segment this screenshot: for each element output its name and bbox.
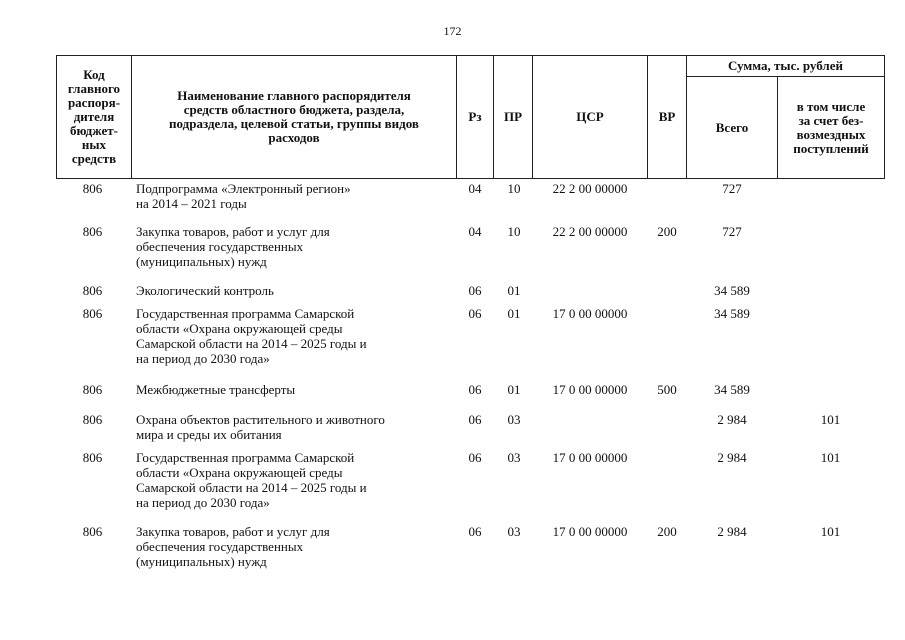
row-rz: 04 [468,224,482,239]
row-code: 806 [82,450,103,465]
page-number: 172 [443,24,462,38]
row-vr: 200 [657,224,677,239]
row-code: 806 [82,412,103,427]
header-total: Всего [715,119,749,135]
row-code: 806 [82,306,103,321]
row-name: Подпрограмма «Электронный регион» на 2014 – 2021 годы [136,181,351,211]
row-name: Закупка товаров, работ и услуг для обеспечения государственных (муниципальных) нужд [136,224,330,269]
header-sum: Сумма, тыс. рублей [728,57,843,73]
row-total: 34 589 [714,382,750,397]
row-code: 806 [82,382,103,397]
row-total: 727 [722,181,742,196]
row-rz: 06 [468,283,482,298]
row-code: 806 [82,283,103,298]
header-grants: в том числе за счет без- возмездных поступлений [793,98,869,156]
row-vr: 500 [657,382,677,397]
row-name: Закупка товаров, работ и услуг для обеспечения государственных (муниципальных) нужд [136,524,330,569]
row-pr: 03 [507,450,521,465]
row-name: Межбюджетные трансферты [136,382,296,397]
row-csr: 17 0 00 00000 [552,306,628,321]
header-right-border [884,55,885,179]
row-csr: 22 2 00 00000 [552,181,628,196]
row-rz: 06 [468,524,482,539]
row-csr: 17 0 00 00000 [552,450,628,465]
header-rz: Рз [468,108,482,124]
row-pr: 10 [507,224,521,239]
row-name: Государственная программа Самарской области «Охрана окружающей среды Самарской области на 2014 – 2025 годы и на период до 2030 года» [136,450,367,510]
header-pr: ПР [503,108,523,124]
row-code: 806 [82,181,103,196]
row-total: 34 589 [714,306,750,321]
row-total: 34 589 [714,283,750,298]
header-name: Наименование главного распорядителя средств областного бюджета, раздела, подраздела, целевой статьи, группы видов расходов [169,87,419,145]
row-name: Экологический контроль [136,283,274,298]
row-vr: 200 [657,524,677,539]
row-csr: 17 0 00 00000 [552,524,628,539]
row-total: 2 984 [717,450,747,465]
row-csr: 22 2 00 00000 [552,224,628,239]
row-name: Охрана объектов растительного и животного мира и среды их обитания [136,412,385,442]
row-rz: 06 [468,450,482,465]
row-total: 2 984 [717,524,747,539]
row-pr: 01 [507,283,521,298]
row-rz: 06 [468,412,482,427]
row-pr: 03 [507,524,521,539]
row-pr: 01 [507,382,521,397]
row-pr: 10 [507,181,521,196]
row-csr: 17 0 00 00000 [552,382,628,397]
row-code: 806 [82,524,103,539]
row-rz: 06 [468,382,482,397]
row-total: 2 984 [717,412,747,427]
row-name: Государственная программа Самарской области «Охрана окружающей среды Самарской области на 2014 – 2025 годы и на период до 2030 года» [136,306,367,366]
header-csr: ЦСР [576,108,604,124]
row-total: 727 [722,224,742,239]
header-vr: ВР [658,108,676,124]
header-code: Код главного распоря- дителя бюджет- ных средств [67,66,121,166]
row-grants: 101 [820,412,841,427]
row-grants: 101 [820,524,841,539]
row-grants: 101 [820,450,841,465]
row-rz: 04 [468,181,482,196]
row-pr: 01 [507,306,521,321]
row-pr: 03 [507,412,521,427]
header-bottom-border [56,178,885,179]
table-header [56,55,885,179]
row-rz: 06 [468,306,482,321]
row-code: 806 [82,224,103,239]
